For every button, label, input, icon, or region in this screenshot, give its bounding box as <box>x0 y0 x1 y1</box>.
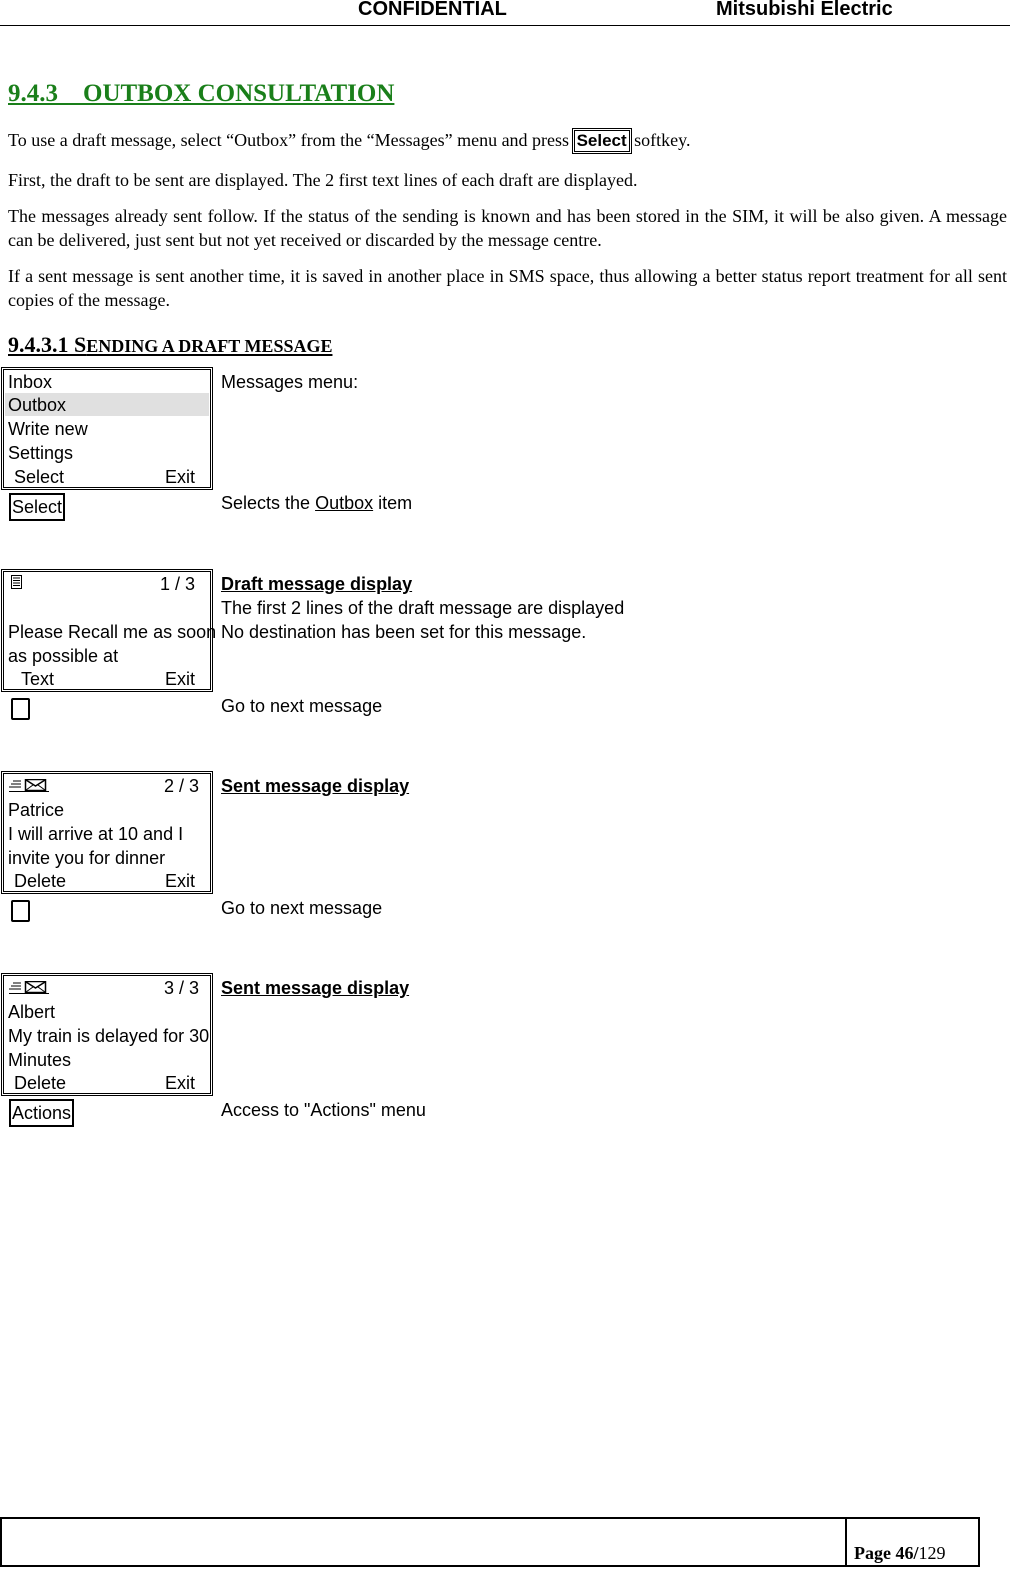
message-line-2: Minutes <box>8 1050 72 1070</box>
draft-message-screen <box>1 569 217 692</box>
sent-message-icon <box>9 779 49 793</box>
menu-item-write-new[interactable]: Write new <box>8 419 88 439</box>
page-number: Page 46/129 <box>854 1543 946 1563</box>
message-counter: 3 / 3 <box>164 978 200 998</box>
draft-line-1: Please Recall me as soon <box>8 622 217 642</box>
messages-menu-desc: Messages menu: <box>221 372 359 392</box>
outbox-link: Outbox <box>315 493 374 513</box>
softkey-exit[interactable]: Exit <box>165 467 196 487</box>
sent-display-title: Sent message display <box>221 776 410 796</box>
sent-message-screen-3 <box>1 973 213 1096</box>
softkey-delete[interactable]: Delete <box>14 871 67 891</box>
select-softkey-inline: Select <box>574 130 630 152</box>
sent-message-icon <box>9 981 49 995</box>
menu-item-outbox[interactable]: Outbox <box>8 395 67 415</box>
messages-menu-screen <box>1 367 213 490</box>
recipient-name: Patrice <box>8 800 65 820</box>
recipient-name: Albert <box>8 1002 56 1022</box>
intro-paragraph-1: To use a draft message, select “Outbox” from the “Messages” menu and press Select softkey. <box>8 130 691 150</box>
next-key[interactable] <box>11 900 30 922</box>
page-footer <box>0 1517 980 1567</box>
draft-display-desc-2: No destination has been set for this message. <box>221 622 587 642</box>
menu-item-settings[interactable]: Settings <box>8 443 74 463</box>
section-title: 9.4.3 OUTBOX CONSULTATION <box>8 80 395 107</box>
softkey-delete[interactable]: Delete <box>14 1073 67 1093</box>
footer-divider <box>845 1519 847 1565</box>
next-key-desc: Go to next message <box>221 696 383 716</box>
sent-display-title: Sent message display <box>221 978 410 998</box>
softkey-select[interactable]: Select <box>14 467 65 487</box>
message-counter: 2 / 3 <box>164 776 200 796</box>
subsection-title: 9.4.3.1 SENDING A DRAFT MESSAGE <box>8 332 333 357</box>
intro-paragraph-2: First, the draft to be sent are displayed. The 2 first text lines of each draft are displayed. <box>8 170 638 190</box>
message-line-2: invite you for dinner <box>8 848 166 868</box>
draft-display-desc <box>221 572 624 644</box>
sent-message-screen-2 <box>1 771 213 894</box>
message-line-1: I will arrive at 10 and I <box>8 824 184 844</box>
message-counter: 1 / 3 <box>160 574 196 594</box>
draft-line-2: as possible at <box>8 646 119 666</box>
softkey-exit[interactable]: Exit <box>165 1073 196 1093</box>
next-key[interactable] <box>11 698 30 720</box>
intro-paragraph-4: If a sent message is sent another time, it is saved in another place in SMS space, thus allowing a better status report treatment for all sent copies of the message. <box>8 266 1007 310</box>
draft-display-title: Draft message display <box>221 574 413 594</box>
actions-key-desc: Access to "Actions" menu <box>221 1100 426 1120</box>
company-name: Mitsubishi Electric <box>716 0 893 20</box>
intro-paragraph-3: The messages already sent follow. If the status of the sending is known and has been stored in the SIM, it will be also given. A message can be delivered, just sent but not yet received or discarded by the message centre. <box>8 206 1007 250</box>
page-header <box>0 0 1010 26</box>
actions-key[interactable]: Actions <box>10 1100 73 1126</box>
draft-display-desc-1: The first 2 lines of the draft message are displayed <box>221 598 625 618</box>
draft-document-icon <box>11 575 22 589</box>
softkey-exit[interactable]: Exit <box>165 669 196 689</box>
softkey-exit[interactable]: Exit <box>165 871 196 891</box>
message-line-1: My train is delayed for 30 <box>8 1026 210 1046</box>
softkey-text[interactable]: Text <box>21 669 55 689</box>
confidential-label: CONFIDENTIAL <box>358 0 507 20</box>
select-key[interactable]: Select <box>10 494 64 520</box>
next-key-desc: Go to next message <box>221 898 383 918</box>
menu-item-inbox[interactable]: Inbox <box>8 372 53 392</box>
select-key-desc: Selects the Outbox item <box>221 493 413 513</box>
